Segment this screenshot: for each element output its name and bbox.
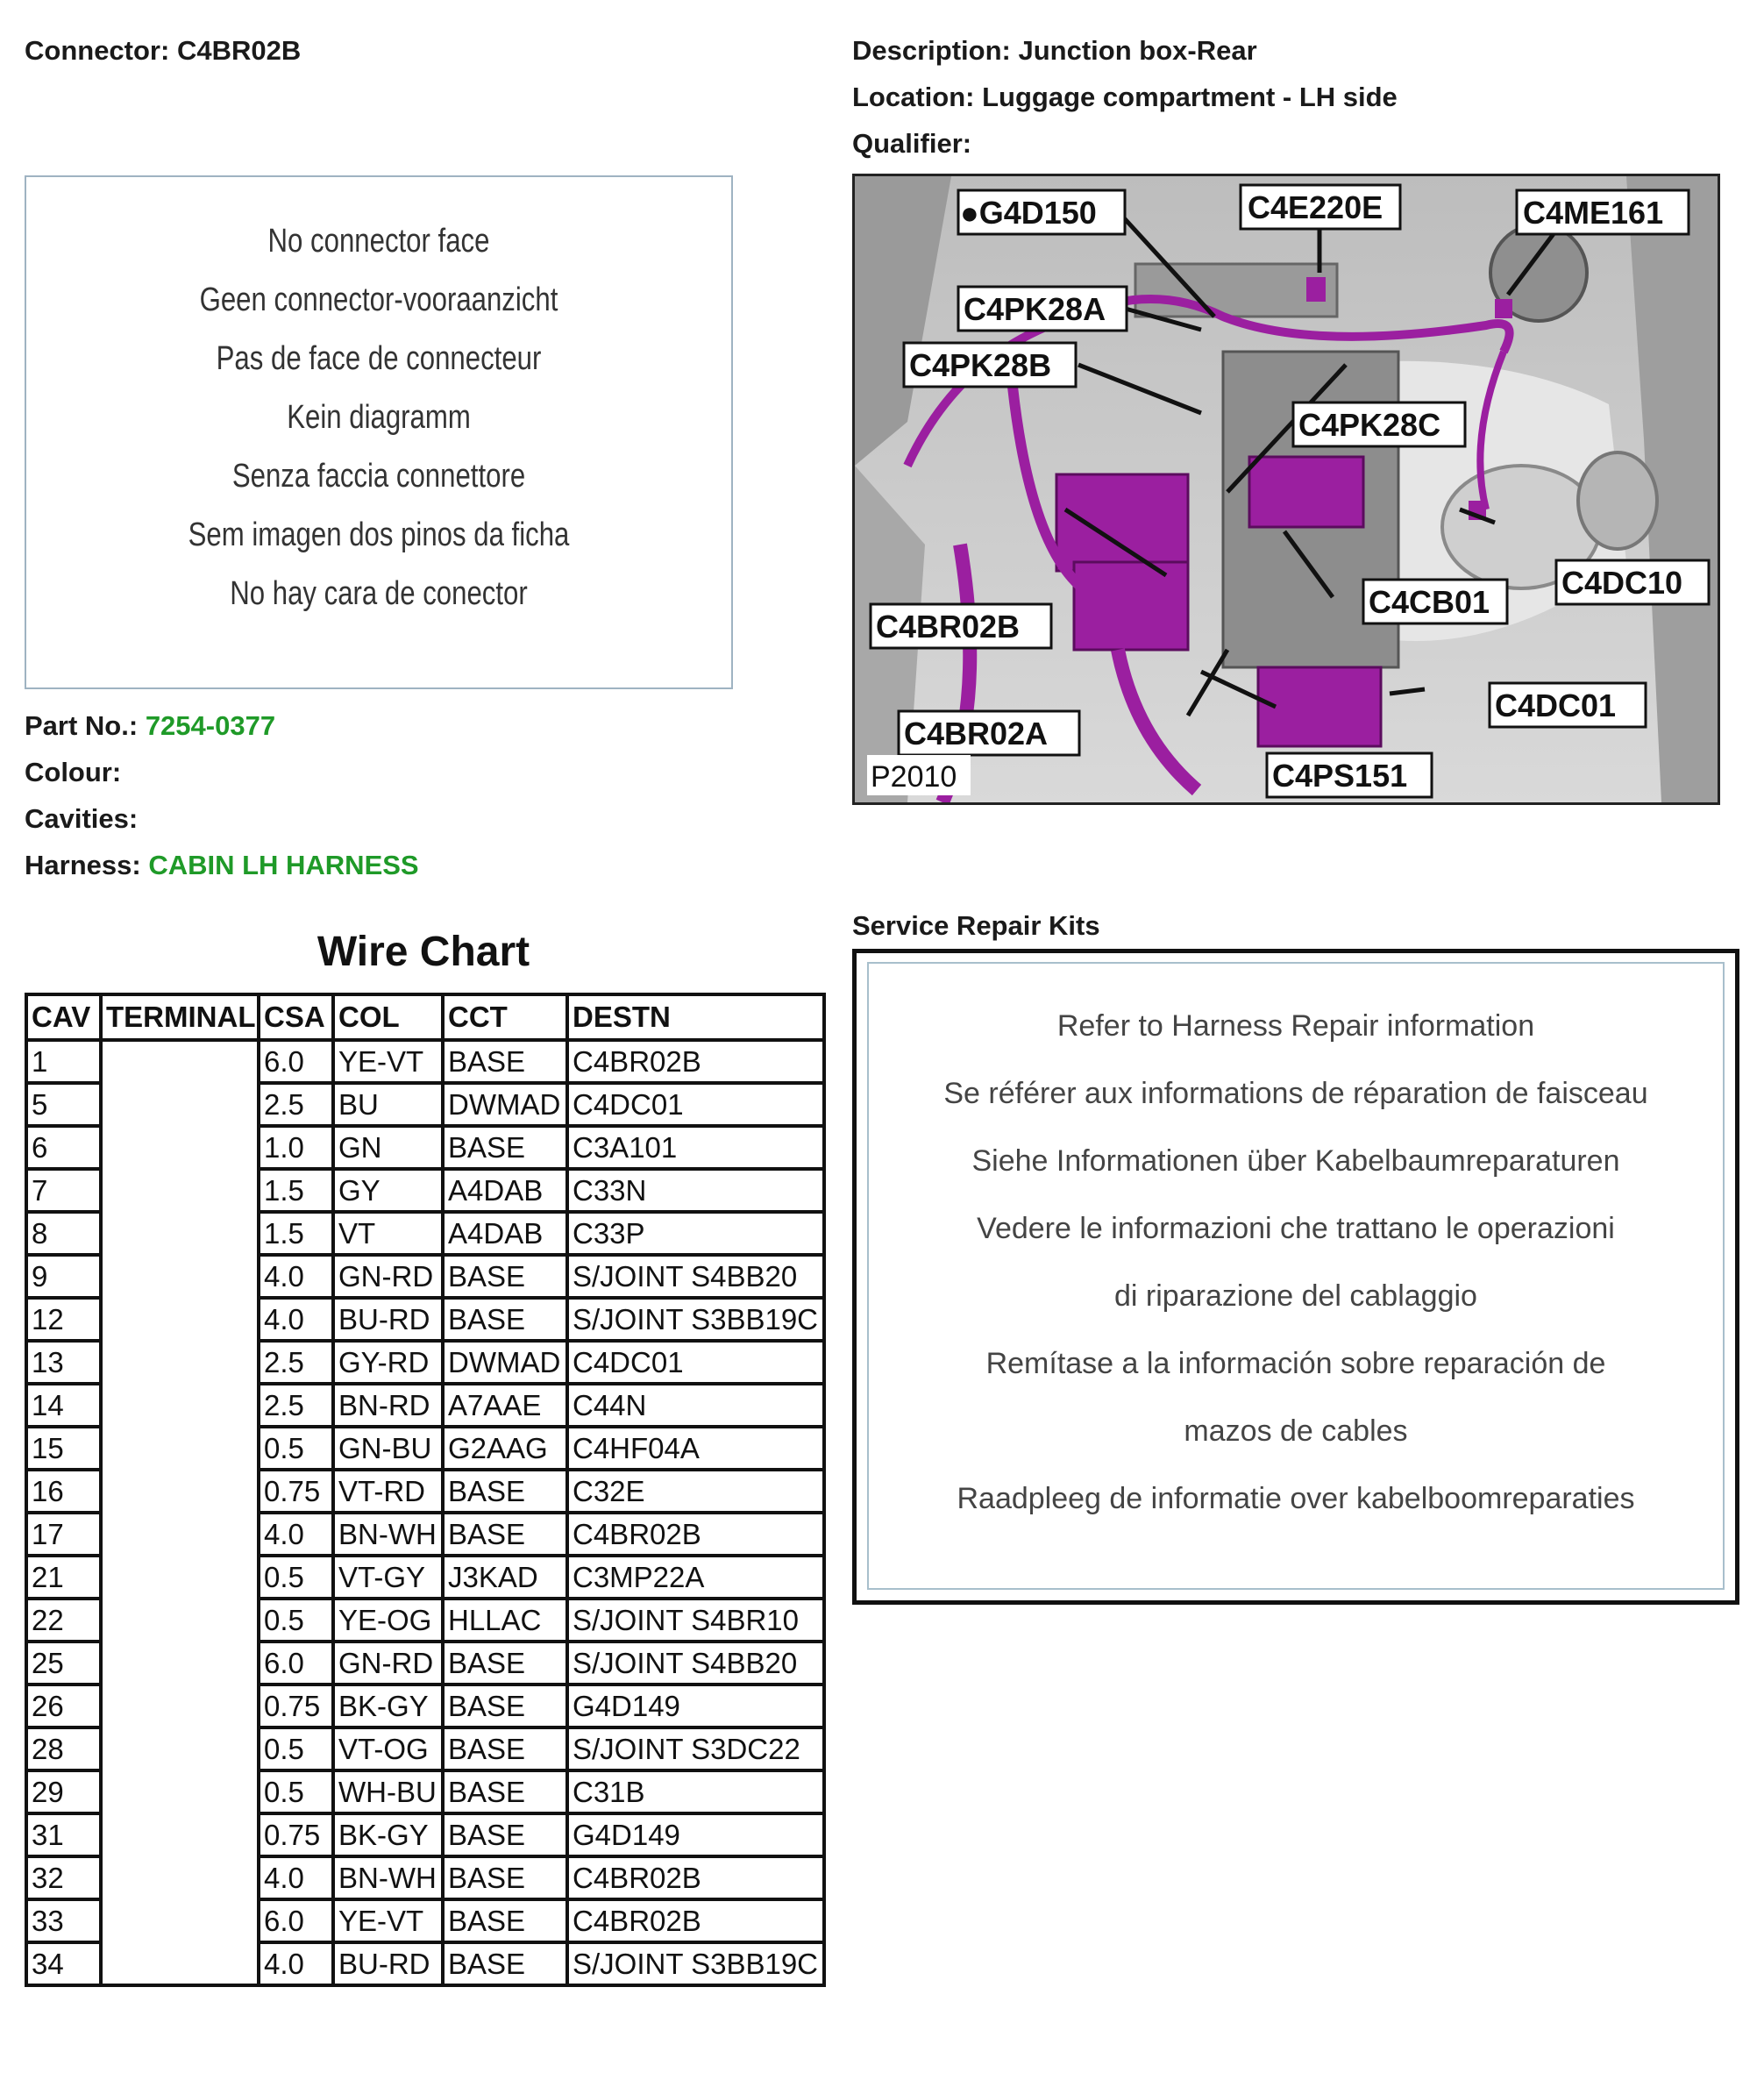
service-repair-line: Remítase a la información sobre reparación de [985, 1347, 1606, 1380]
cell-cct: BASE [443, 1685, 567, 1727]
table-row [26, 1942, 824, 1985]
cell-terminal [101, 1770, 259, 1813]
cell-terminal [101, 1126, 259, 1169]
header-destn: DESTN [567, 994, 824, 1040]
cell-col: YE-VT [333, 1040, 443, 1083]
table-row [26, 1169, 824, 1212]
header-cct: CCT [443, 994, 567, 1040]
cell-cct: BASE [443, 1899, 567, 1942]
cavities-label: Cavities: [25, 803, 139, 834]
cell-col: WH-BU [333, 1770, 443, 1813]
cell-csa: 0.75 [259, 1470, 333, 1513]
label-c4pk28c: C4PK28C [1298, 407, 1441, 443]
cell-terminal [101, 1040, 259, 1083]
table-row [26, 1384, 824, 1427]
cell-cav: 31 [26, 1813, 101, 1856]
cell-destn: S/JOINT S4BB20 [567, 1642, 824, 1685]
service-repair-line: Raadpleeg de informatie over kabelboomreparaties [957, 1482, 1635, 1515]
cell-terminal [101, 1685, 259, 1727]
cell-cav: 16 [26, 1470, 101, 1513]
table-row [26, 1298, 824, 1341]
label-c4ps151: C4PS151 [1272, 758, 1408, 794]
cell-csa: 1.0 [259, 1126, 333, 1169]
service-repair-line: di riparazione del cablaggio [1114, 1279, 1477, 1313]
cell-cav: 13 [26, 1341, 101, 1384]
cell-csa: 0.5 [259, 1556, 333, 1599]
cell-cct: BASE [443, 1642, 567, 1685]
cell-destn: S/JOINT S4BB20 [567, 1255, 824, 1298]
cell-cav: 1 [26, 1040, 101, 1083]
cell-cav: 14 [26, 1384, 101, 1427]
location-row [852, 82, 1398, 113]
label-g4d150: ●G4D150 [960, 195, 1097, 231]
cell-destn: C4BR02B [567, 1899, 824, 1942]
cell-col: VT-RD [333, 1470, 443, 1513]
cell-col: YE-OG [333, 1599, 443, 1642]
table-row [26, 1599, 824, 1642]
cell-cct: BASE [443, 1856, 567, 1899]
description-value: Junction box-Rear [1018, 35, 1257, 66]
cell-csa: 1.5 [259, 1169, 333, 1212]
cell-terminal [101, 1384, 259, 1427]
cell-col: VT [333, 1212, 443, 1255]
cell-cav: 9 [26, 1255, 101, 1298]
cell-csa: 0.5 [259, 1727, 333, 1770]
cell-csa: 2.5 [259, 1341, 333, 1384]
cell-cav: 5 [26, 1083, 101, 1126]
connector-c4cb01 [1249, 457, 1363, 527]
cell-cav: 12 [26, 1298, 101, 1341]
table-row [26, 1899, 824, 1942]
cell-terminal [101, 1427, 259, 1470]
cell-col: BN-RD [333, 1384, 443, 1427]
cell-csa: 0.5 [259, 1427, 333, 1470]
part-no-value[interactable]: 7254-0377 [145, 710, 276, 741]
cell-csa: 0.5 [259, 1770, 333, 1813]
cell-destn: C33N [567, 1169, 824, 1212]
connector-c4br02b [1056, 474, 1188, 571]
no-face-line: No connector face [267, 223, 490, 260]
header-csa: CSA [259, 994, 333, 1040]
table-row [26, 1685, 824, 1727]
service-repair-line: Refer to Harness Repair information [1056, 1009, 1535, 1043]
connector-c4e220e [1306, 277, 1326, 302]
cell-cct: BASE [443, 1727, 567, 1770]
cell-csa: 6.0 [259, 1642, 333, 1685]
cell-cct: G2AAG [443, 1427, 567, 1470]
cell-cav: 26 [26, 1685, 101, 1727]
cell-terminal [101, 1255, 259, 1298]
cell-cav: 17 [26, 1513, 101, 1556]
cell-terminal [101, 1298, 259, 1341]
table-row [26, 1642, 824, 1685]
table-row [26, 1556, 824, 1599]
table-row [26, 1341, 824, 1384]
cell-csa: 2.5 [259, 1384, 333, 1427]
cell-csa: 0.75 [259, 1685, 333, 1727]
no-face-line: Geen connector-vooraanzicht [199, 281, 558, 318]
no-face-line: No hay cara de conector [230, 575, 528, 612]
cell-cct: DWMAD [443, 1083, 567, 1126]
cell-terminal [101, 1599, 259, 1642]
cell-terminal [101, 1642, 259, 1685]
table-row [26, 1427, 824, 1470]
service-repair-inner [867, 962, 1725, 1590]
cell-terminal [101, 1169, 259, 1212]
wire-chart-title: Wire Chart [317, 929, 530, 975]
cell-terminal [101, 1470, 259, 1513]
part-no-row [25, 710, 275, 742]
no-face-line: Sem imagen dos pinos da ficha [188, 516, 570, 553]
description-label: Description: [852, 35, 1011, 66]
location-illustration [855, 176, 1718, 802]
cell-col: GY [333, 1169, 443, 1212]
cell-cav: 22 [26, 1599, 101, 1642]
table-row [26, 1470, 824, 1513]
table-row [26, 1083, 824, 1126]
cell-terminal [101, 1083, 259, 1126]
label-c4dc10: C4DC10 [1561, 565, 1683, 601]
cell-terminal [101, 1556, 259, 1599]
header-terminal: TERMINAL [101, 994, 259, 1040]
wire-chart-table [25, 993, 826, 1987]
service-repair-line: mazos de cables [1184, 1414, 1408, 1448]
cell-cct: BASE [443, 1298, 567, 1341]
cell-col: BN-WH [333, 1513, 443, 1556]
table-row [26, 1212, 824, 1255]
cell-col: GN-RD [333, 1642, 443, 1685]
label-c4e220e: C4E220E [1248, 189, 1383, 225]
part-no-label: Part No.: [25, 710, 139, 741]
colour-label: Colour: [25, 757, 122, 787]
cell-col: BK-GY [333, 1685, 443, 1727]
cell-destn: S/JOINT S3DC22 [567, 1727, 824, 1770]
cell-destn: G4D149 [567, 1685, 824, 1727]
cell-csa: 6.0 [259, 1040, 333, 1083]
cell-destn: S/JOINT S3BB19C [567, 1298, 824, 1341]
location-label: Location: [852, 82, 975, 112]
tie-down [1578, 452, 1657, 549]
cell-cct: HLLAC [443, 1599, 567, 1642]
cell-destn: C44N [567, 1384, 824, 1427]
cell-cav: 21 [26, 1556, 101, 1599]
table-row [26, 1513, 824, 1556]
header-cav: CAV [26, 994, 101, 1040]
cell-col: GN-RD [333, 1255, 443, 1298]
cell-cct: A4DAB [443, 1169, 567, 1212]
cell-cav: 6 [26, 1126, 101, 1169]
service-repair-line: Se référer aux informations de réparation de faisceau [943, 1077, 1648, 1110]
qualifier-label: Qualifier: [852, 128, 972, 159]
table-row [26, 1040, 824, 1083]
cell-cct: BASE [443, 1470, 567, 1513]
service-repair-line: Siehe Informationen über Kabelbaumreparaturen [971, 1144, 1620, 1178]
cell-col: BK-GY [333, 1813, 443, 1856]
cell-destn: S/JOINT S3BB19C [567, 1942, 824, 1985]
cell-col: GY-RD [333, 1341, 443, 1384]
service-repair-box [852, 949, 1739, 1605]
label-c4dc01: C4DC01 [1495, 687, 1617, 723]
cell-cct: BASE [443, 1126, 567, 1169]
no-connector-face-box [25, 175, 733, 689]
cell-csa: 4.0 [259, 1856, 333, 1899]
connector-label: Connector: [25, 35, 170, 66]
cell-csa: 4.0 [259, 1255, 333, 1298]
cell-col: VT-OG [333, 1727, 443, 1770]
cell-cav: 34 [26, 1942, 101, 1985]
service-repair-title: Service Repair Kits [852, 910, 1100, 941]
cell-cav: 8 [26, 1212, 101, 1255]
cell-col: VT-GY [333, 1556, 443, 1599]
cell-destn: G4D149 [567, 1813, 824, 1856]
cell-destn: C4BR02B [567, 1856, 824, 1899]
cell-terminal [101, 1341, 259, 1384]
cell-cct: BASE [443, 1513, 567, 1556]
label-c4pk28b: C4PK28B [909, 347, 1052, 383]
connector-value: C4BR02B [176, 35, 302, 66]
qualifier-row [852, 128, 971, 160]
cell-csa: 2.5 [259, 1083, 333, 1126]
colour-row [25, 757, 121, 788]
cell-col: BN-WH [333, 1856, 443, 1899]
cell-csa: 4.0 [259, 1298, 333, 1341]
harness-label: Harness: [25, 850, 141, 880]
connector-c4br02a [1074, 562, 1188, 650]
cell-cav: 25 [26, 1642, 101, 1685]
cell-cct: BASE [443, 1770, 567, 1813]
cell-destn: C4BR02B [567, 1513, 824, 1556]
cell-cav: 33 [26, 1899, 101, 1942]
cell-cav: 7 [26, 1169, 101, 1212]
cell-cct: BASE [443, 1813, 567, 1856]
cavities-row [25, 803, 138, 835]
cell-col: BU-RD [333, 1942, 443, 1985]
no-face-line: Pas de face de connecteur [216, 340, 542, 377]
cell-destn: C3MP22A [567, 1556, 824, 1599]
harness-row [25, 850, 419, 881]
label-c4br02a: C4BR02A [904, 716, 1049, 751]
cell-terminal [101, 1212, 259, 1255]
label-p2010: P2010 [871, 760, 957, 794]
cell-csa: 4.0 [259, 1942, 333, 1985]
cell-destn: S/JOINT S4BR10 [567, 1599, 824, 1642]
cell-csa: 1.5 [259, 1212, 333, 1255]
cell-destn: C33P [567, 1212, 824, 1255]
connector-c4dc01 [1258, 667, 1381, 746]
table-row [26, 1255, 824, 1298]
cell-col: GN [333, 1126, 443, 1169]
cell-cct: BASE [443, 1040, 567, 1083]
description-row [852, 35, 1257, 67]
cell-csa: 6.0 [259, 1899, 333, 1942]
cell-destn: C3A101 [567, 1126, 824, 1169]
cell-terminal [101, 1513, 259, 1556]
label-c4me161: C4ME161 [1523, 195, 1664, 231]
table-row [26, 1813, 824, 1856]
label-c4pk28a: C4PK28A [964, 291, 1106, 327]
cell-cav: 29 [26, 1770, 101, 1813]
cell-destn: C4DC01 [567, 1341, 824, 1384]
wire-chart-header-row [26, 994, 824, 1040]
table-row [26, 1770, 824, 1813]
cell-csa: 0.75 [259, 1813, 333, 1856]
cell-terminal [101, 1856, 259, 1899]
table-row [26, 1727, 824, 1770]
table-row [26, 1126, 824, 1169]
cell-cct: DWMAD [443, 1341, 567, 1384]
service-repair-line: Vedere le informazioni che trattano le operazioni [977, 1212, 1615, 1245]
cell-cct: J3KAD [443, 1556, 567, 1599]
cell-destn: C31B [567, 1770, 824, 1813]
cell-csa: 4.0 [259, 1513, 333, 1556]
connector-location-photo [852, 174, 1720, 805]
cell-cct: BASE [443, 1255, 567, 1298]
header-col: COL [333, 994, 443, 1040]
cell-col: GN-BU [333, 1427, 443, 1470]
cell-terminal [101, 1727, 259, 1770]
cell-cav: 15 [26, 1427, 101, 1470]
cell-destn: C4BR02B [567, 1040, 824, 1083]
no-face-line: Kein diagramm [287, 399, 471, 436]
cell-cav: 32 [26, 1856, 101, 1899]
connector-row [25, 35, 301, 67]
cell-destn: C4DC01 [567, 1083, 824, 1126]
cell-cct: BASE [443, 1942, 567, 1985]
cell-terminal [101, 1942, 259, 1985]
cell-col: BU [333, 1083, 443, 1126]
location-value: Luggage compartment - LH side [982, 82, 1398, 112]
table-row [26, 1856, 824, 1899]
no-face-line: Senza faccia connettore [231, 458, 526, 495]
cell-cct: A7AAE [443, 1384, 567, 1427]
cell-terminal [101, 1899, 259, 1942]
cell-destn: C4HF04A [567, 1427, 824, 1470]
harness-value[interactable]: CABIN LH HARNESS [148, 850, 419, 880]
connector-c4me161 [1495, 299, 1512, 318]
cell-destn: C32E [567, 1470, 824, 1513]
cell-csa: 0.5 [259, 1599, 333, 1642]
cell-cct: A4DAB [443, 1212, 567, 1255]
cell-col: YE-VT [333, 1899, 443, 1942]
cell-cav: 28 [26, 1727, 101, 1770]
label-c4br02b: C4BR02B [876, 609, 1021, 645]
label-c4cb01: C4CB01 [1369, 584, 1490, 620]
cell-col: BU-RD [333, 1298, 443, 1341]
cell-terminal [101, 1813, 259, 1856]
